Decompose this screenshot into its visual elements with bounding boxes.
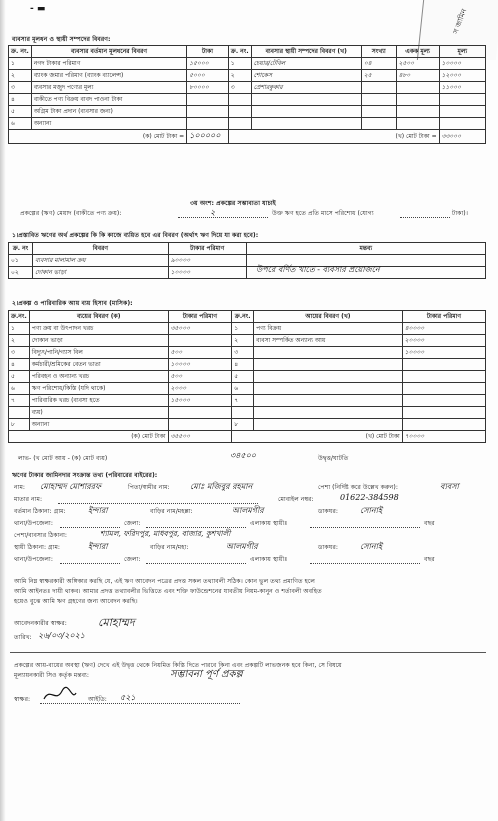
income-row-sl: ১ xyxy=(232,323,254,335)
income-row-desc xyxy=(254,371,403,383)
asset-row-price xyxy=(439,94,485,106)
top-mark: - ▬ xyxy=(30,4,46,14)
capital-row-sl: ২ xyxy=(9,70,32,82)
expense-row-desc: পারিবারিক খরচ (ব্যবসা হতে xyxy=(29,395,168,407)
expense-row-sl: ৪ xyxy=(9,359,30,371)
loan-use-row-amount: ১০০০০ xyxy=(168,267,246,279)
income-row-sl: ৬ xyxy=(232,383,254,395)
guarantor-profession-label: পেশা (নির্দিষ্ট করে উল্লেখ করুন): xyxy=(318,484,398,491)
capital-row-amount: ৮০০০০ xyxy=(187,82,229,94)
guarantor-profession: ব্যবসা xyxy=(440,482,459,491)
expense-head-sl: ক্র.নং. xyxy=(9,311,30,323)
income-row-amount xyxy=(402,383,485,395)
income-row-sl: ২ xyxy=(232,335,254,347)
perm-address-label: স্থায়ী ঠিকানা: গ্রাম: xyxy=(14,544,60,551)
expense-row-desc: পরিবহন ও অন্যান্য খরচ xyxy=(29,371,168,383)
income-expense-row xyxy=(9,407,486,419)
asset-row-price xyxy=(439,118,485,130)
asset-total-label: (খ) মোট টাকা = xyxy=(228,130,439,144)
capital-row xyxy=(9,70,486,82)
capital-head-desc: ব্যবসার বর্তমান মূলধনের বিবরণ xyxy=(31,46,186,58)
expense-row-amount: ১৫০০০ xyxy=(168,395,232,407)
expense-row-desc: পণ্য ক্রয় বা উৎপাদন খরচ xyxy=(29,323,168,335)
perm-post-label: ডাকঘর: xyxy=(318,544,338,551)
income-row-amount: ১০০০০ xyxy=(402,347,485,359)
present-district-label: জেলা: xyxy=(124,520,141,527)
expense-row-sl xyxy=(9,407,30,419)
loan-term-label: প্রকল্পের (ঋণ) মেয়াদ (বাকীতে পণ্য ক্রয়): xyxy=(20,210,122,217)
officer-remark: সম্ভাবনা পূর্ণ প্রকল্প xyxy=(170,669,243,680)
income-row-amount xyxy=(402,371,485,383)
perm-duration-label: এলাকায় স্থায়ীঃ xyxy=(250,556,288,563)
asset-row-qty: ২৫ xyxy=(361,70,396,82)
income-row-sl: ৪ xyxy=(232,359,254,371)
capital-total-label: (ক) মোট টাকা = xyxy=(9,130,187,144)
present-duration-label: এলাকায় স্থায়ীঃ xyxy=(250,520,288,527)
income-row-desc xyxy=(254,395,403,407)
income-row-desc xyxy=(254,359,403,371)
capital-row-amount xyxy=(187,106,229,118)
officer-line-1: প্রকল্পের আয়-ব্যয়ের অবস্থা (ঋণ) দেখে এই উদ্বৃত্ত থেকে নিয়মিত কিস্তি দিতে পারবে কিনা এবং প্রকল্পটি লাভজনক হবে কিনা, সে বিষয়ে xyxy=(14,662,342,669)
applicant-signature: মোহাম্মদ xyxy=(98,616,135,629)
income-row-amount: ২০০০০ xyxy=(402,335,485,347)
guarantor-father: মোঃ মজিবুর রহমান xyxy=(190,482,253,491)
profit-end: উদ্বৃত্ত/ঘাটতি xyxy=(318,455,349,462)
income-row-desc xyxy=(254,419,403,431)
perm-village: ইন্দারা xyxy=(88,542,108,551)
declaration-line-1: আমি নিম্ন স্বাক্ষরকারী অঙ্গিকার করছি যে, এই ঋণ আবেদন পত্রের প্রদত্ত সকল তথ্যাবলী সঠিক। কোন ভুল তথ্য প্রমাণিত হলে xyxy=(14,578,315,585)
income-row-desc: পণ্য বিক্রয় xyxy=(254,323,403,335)
expense-row-desc: ব্যয়) xyxy=(29,407,168,419)
corner-scrap-text: স জামিন xyxy=(451,8,469,35)
asset-row-sl xyxy=(228,94,251,106)
loan-use-remark: উপরে বর্ণিত খাতে - ব্যবসার প্রয়োজনে xyxy=(256,265,380,274)
income-expense-row xyxy=(9,419,486,431)
asset-row-sl: ২ xyxy=(228,70,251,82)
capital-row-item: ব্যাংক জমার পরিমাণ (ব্যাংক ব্যালেন্স) xyxy=(31,70,186,82)
income-row-sl: ৮ xyxy=(232,419,254,431)
income-expense-row xyxy=(9,335,486,347)
asset-row-sl xyxy=(228,106,251,118)
guarantor-mobile-label: মোবাইল নম্বর: xyxy=(278,496,314,503)
asset-row-item xyxy=(251,118,361,130)
guarantor-title: ঋণের টাকার জামিনদার সংক্রান্ত তথ্য (পরিবারের বাইরের): xyxy=(12,472,158,479)
capital-row xyxy=(9,106,486,118)
capital-row xyxy=(9,94,486,106)
capital-row-amount: ১৫০০০ xyxy=(187,58,229,70)
capital-head-taka: টাকা xyxy=(187,46,229,58)
asset-row-sl: ৩ xyxy=(228,82,251,94)
income-row-sl: ৫ xyxy=(232,371,254,383)
asset-row-qty xyxy=(361,82,396,94)
perm-district-label: জেলা: xyxy=(124,556,141,563)
asset-row-qty xyxy=(361,94,396,106)
income-row-sl: ৭ xyxy=(232,395,254,407)
expense-head-desc: ব্যয়ের বিবরণ (ক) xyxy=(29,311,168,323)
date-value: ২৬/০৩/২০২১ xyxy=(38,631,85,640)
income-expense-row xyxy=(9,347,486,359)
expense-total-value: ৩৫৫০০ xyxy=(168,431,232,443)
loan-use-row-sl: ০২ xyxy=(9,267,33,279)
capital-row xyxy=(9,82,486,94)
capital-row-sl: ৬ xyxy=(9,118,32,130)
expense-row-sl: ৫ xyxy=(9,371,30,383)
capital-row-sl: ৫ xyxy=(9,106,32,118)
officer-remark-label: মূল্যায়নকারী সিও কর্তৃক মন্তব্য: xyxy=(14,672,89,679)
officer-id-label: আইডি: xyxy=(88,696,107,703)
income-row-amount xyxy=(402,407,485,419)
income-row-desc xyxy=(254,407,403,419)
loan-use-table xyxy=(8,242,486,279)
asset-row-unit xyxy=(396,94,439,106)
capital-row-item: ব্যবসার মজুদ পণ্যের মূল্য xyxy=(31,82,186,94)
asset-row-qty: ০৪ xyxy=(361,58,396,70)
capital-section-title: ব্যবসার মূলধন ও স্থায়ী সম্পদের বিবরণ: xyxy=(12,36,111,43)
loan-use-head-desc: বিবরণ xyxy=(32,243,168,255)
income-head-amount: টাকার পরিমাণ xyxy=(402,311,485,323)
expense-row-amount: ১০০০০ xyxy=(168,359,232,371)
expense-row-desc: ঋণ পরিশোধ/কিস্তি (যদি থাকে) xyxy=(29,383,168,395)
loan-use-row-desc: দোকান ভাড়া xyxy=(32,267,168,279)
declaration-line-2: আমি আইনতঃ দায়ী থাকব। আমার প্রদত্ত তথ্যাবলীর ভিত্তিতে এবং শক্তি ফাউন্ডেশনের যাবতীয় নিয়ম-কানুন ও শর্তাবলী অবহিত xyxy=(14,588,322,595)
capital-row-item: অন্যান্য xyxy=(31,118,186,130)
asset-row-unit: ৪৮০ xyxy=(396,70,439,82)
income-expense-row xyxy=(9,371,486,383)
income-expense-row xyxy=(9,383,486,395)
repay-end: টাকা)। xyxy=(452,210,468,217)
asset-row-qty xyxy=(361,118,396,130)
income-total-label: (খ) মোট টাকা xyxy=(232,431,403,443)
present-village: ইন্দারা xyxy=(88,506,108,515)
capital-row-sl: ৩ xyxy=(9,82,32,94)
guarantor-mother-label: মাতার নাম: xyxy=(14,496,43,503)
profit-label: লাভ- (খ মোট আয় - (ক) মোট ব্যয়) xyxy=(18,455,108,462)
profit-value: ৩৪৫০০ xyxy=(230,451,256,460)
expense-row-amount: ২০০০ xyxy=(168,383,232,395)
feasibility-title: ৩য় অংশ: প্রকল্পের সম্ভাব্যতা যাচাই xyxy=(190,200,276,207)
asset-row-price: ১২০০০ xyxy=(439,70,485,82)
expense-row-sl: ৭ xyxy=(9,395,30,407)
applicant-sig-label: আবেদনকারীর স্বাক্ষর: xyxy=(14,620,67,627)
expense-row-amount: ৫০০ xyxy=(168,371,232,383)
asset-row-unit xyxy=(396,118,439,130)
income-expense-row xyxy=(9,323,486,335)
loan-use-row-sl: ০১ xyxy=(9,255,33,267)
capital-head-sl: ক্র. নং. xyxy=(9,46,32,58)
income-row-desc xyxy=(254,383,403,395)
loan-use-head-sl: ক্র. নং xyxy=(9,243,33,255)
loan-use-head-remark: মন্তব্য xyxy=(246,243,485,255)
asset-row-sl xyxy=(228,118,251,130)
loan-use-row-amount: ৯০০০০ xyxy=(168,255,246,267)
capital-row-amount xyxy=(187,118,229,130)
loan-use-row-desc: ব্যবসার মালামাল ক্রয় xyxy=(32,255,168,267)
present-address-label: বর্তমান ঠিকানা: গ্রাম: xyxy=(14,508,66,515)
expense-row-amount: ৫০০ xyxy=(168,347,232,359)
income-expense-table xyxy=(8,310,486,443)
guarantor-mobile: 01622-384598 xyxy=(340,493,399,502)
expense-row-amount xyxy=(168,419,232,431)
income-row-sl xyxy=(232,407,254,419)
income-row-amount xyxy=(402,419,485,431)
asset-row-qty xyxy=(361,106,396,118)
income-expense-row xyxy=(9,359,486,371)
income-row-amount xyxy=(402,359,485,371)
expense-row-amount xyxy=(168,335,232,347)
capital-row xyxy=(9,58,486,70)
capital-total-value: ১০০০০০ xyxy=(187,130,229,144)
income-head-desc: আয়ের বিবরণ (খ) xyxy=(254,311,403,323)
expense-row-sl: ৩ xyxy=(9,347,30,359)
asset-head-unit: একক মূল্য xyxy=(396,46,439,58)
asset-row-item: শোকেস xyxy=(251,70,361,82)
loan-term-value: ২ xyxy=(210,208,216,217)
income-expense-row xyxy=(9,395,486,407)
officer-id: ৫২১ xyxy=(120,693,136,702)
capital-row xyxy=(9,118,486,130)
asset-row-unit xyxy=(396,106,439,118)
expense-row-desc: কর্মচারী/শ্রমিকের বেতন ভাতা xyxy=(29,359,168,371)
capital-row-sl: ৪ xyxy=(9,94,32,106)
capital-row-amount xyxy=(187,94,229,106)
asset-head-price: মূল্য xyxy=(439,46,485,58)
income-total-value: ৭০০০০ xyxy=(402,431,485,443)
expense-row-sl: ৮ xyxy=(9,419,30,431)
perm-house: আলমগীর xyxy=(226,542,258,551)
guarantor-father-label: পিতা/স্বামীর নাম: xyxy=(128,484,170,491)
date-label: তারিখ: xyxy=(14,634,32,641)
loan-use-title: ১।প্রস্তাবিত ঋণের অর্থ প্রকল্পের কি কি কাজে ব্যয়িত হবে এর বিবরণ (অর্থাৎ ঋণ দিয়ে যা করা হবে): xyxy=(12,232,259,239)
asset-row-price: ১১০০০ xyxy=(439,82,485,94)
asset-row-sl: ১ xyxy=(228,58,251,70)
asset-row-unit: ২৫০০ xyxy=(396,58,439,70)
loan-use-row xyxy=(9,255,486,267)
income-row-amount: ৪০০০০ xyxy=(402,323,485,335)
asset-head-desc: ব্যবসার স্থায়ী সম্পদের বিবরণ (খ) xyxy=(251,46,361,58)
income-expense-title: ২।প্রকল্প ও পারিবারিক আয় ব্যয় হিসাব (মাসিক): xyxy=(12,300,133,307)
capital-row-item: অগ্রিম টাকা প্রদান (ব্যবসার জন্য) xyxy=(31,106,186,118)
asset-row-item: চেয়ার/টেবিল xyxy=(251,58,361,70)
asset-head-sl: ক্র. নং. xyxy=(228,46,251,58)
loan-use-head-amount: টাকার পরিমাণ xyxy=(168,243,246,255)
income-row-desc xyxy=(254,347,403,359)
income-row-amount xyxy=(402,395,485,407)
asset-head-qty: সংখ্যা xyxy=(361,46,396,58)
officer-signature-mark xyxy=(42,685,78,705)
asset-total-value: ৩৩০০০ xyxy=(439,130,485,144)
asset-row-item xyxy=(251,106,361,118)
capital-table xyxy=(8,45,486,144)
present-year-label: বছর xyxy=(424,520,435,527)
expense-row-desc: বিদ্যুৎ/পানি/গ্যাস বিল xyxy=(29,347,168,359)
page-edge xyxy=(0,0,6,821)
repay-label: উক্ত ঋণ হতে প্রতি মাসে পরিশোধ (যোগ্য xyxy=(272,210,374,217)
expense-row-amount xyxy=(168,407,232,419)
income-row-sl: ৩ xyxy=(232,347,254,359)
present-house-label: বাড়ির নাম/মহল্লা: xyxy=(150,508,193,515)
loan-use-row xyxy=(9,267,486,279)
perm-house-label: বাড়ির নাম/মহা: xyxy=(150,544,189,551)
expense-row-sl: ২ xyxy=(9,335,30,347)
asset-row-item: প্রেশারকুকার xyxy=(251,82,361,94)
present-post-label: ডাকঘর: xyxy=(318,508,338,515)
guarantor-name: মোহাম্মদ মোশাররফ xyxy=(40,482,101,491)
present-house: আলমগীর xyxy=(232,506,264,515)
asset-row-item xyxy=(251,94,361,106)
asset-row-price: ১০০০০ xyxy=(439,58,485,70)
asset-row-unit xyxy=(396,82,439,94)
present-post: সোনাই xyxy=(360,506,383,515)
expense-row-desc: অন্যান্য xyxy=(29,419,168,431)
capital-row-amount: ৫০০০ xyxy=(187,70,229,82)
capital-row-sl: ১ xyxy=(9,58,32,70)
perm-year-label: বছর xyxy=(424,556,435,563)
guarantor-name-label: নাম: xyxy=(14,484,26,491)
expense-row-desc: দোকান ভাড়া xyxy=(29,335,168,347)
income-head-sl: ক্র.নং. xyxy=(232,311,254,323)
perm-post: সোনাই xyxy=(360,542,383,551)
income-row-desc: ব্যবসা সম্পর্কিত অন্যান্য আয় xyxy=(254,335,403,347)
perm-thana-label: থানা/উপজেলা: xyxy=(14,556,53,563)
asset-row-price xyxy=(439,106,485,118)
present-thana-label: থানা/উপজেলা: xyxy=(14,520,53,527)
expense-total-label: (ক) মোট টাকা xyxy=(9,431,169,443)
expense-row-amount: ৩৫০০০ xyxy=(168,323,232,335)
expense-row-sl: ৬ xyxy=(9,383,30,395)
capital-row-item: নগদ টাকার পরিমাণ xyxy=(31,58,186,70)
officer-sign-label: স্বাক্ষর: xyxy=(14,696,31,703)
expense-row-sl: ১ xyxy=(9,323,30,335)
declaration-line-3: হয়েও বুঝে আমি ঋণ গ্রহণের জন্য আবেদন করছি। xyxy=(14,598,138,605)
business-address-label: পেশা/ব্যবসার ঠিকানা: xyxy=(14,532,67,539)
expense-head-amount: টাকার পরিমাণ xyxy=(168,311,232,323)
business-address: শ্যামল, ফরিদপুর, মাধবপুর, বাজার, কুশখালী xyxy=(100,529,231,538)
capital-row-item: বাকীতে পণ্য বিক্রয় বাবদ পাওনা টাকা xyxy=(31,94,186,106)
